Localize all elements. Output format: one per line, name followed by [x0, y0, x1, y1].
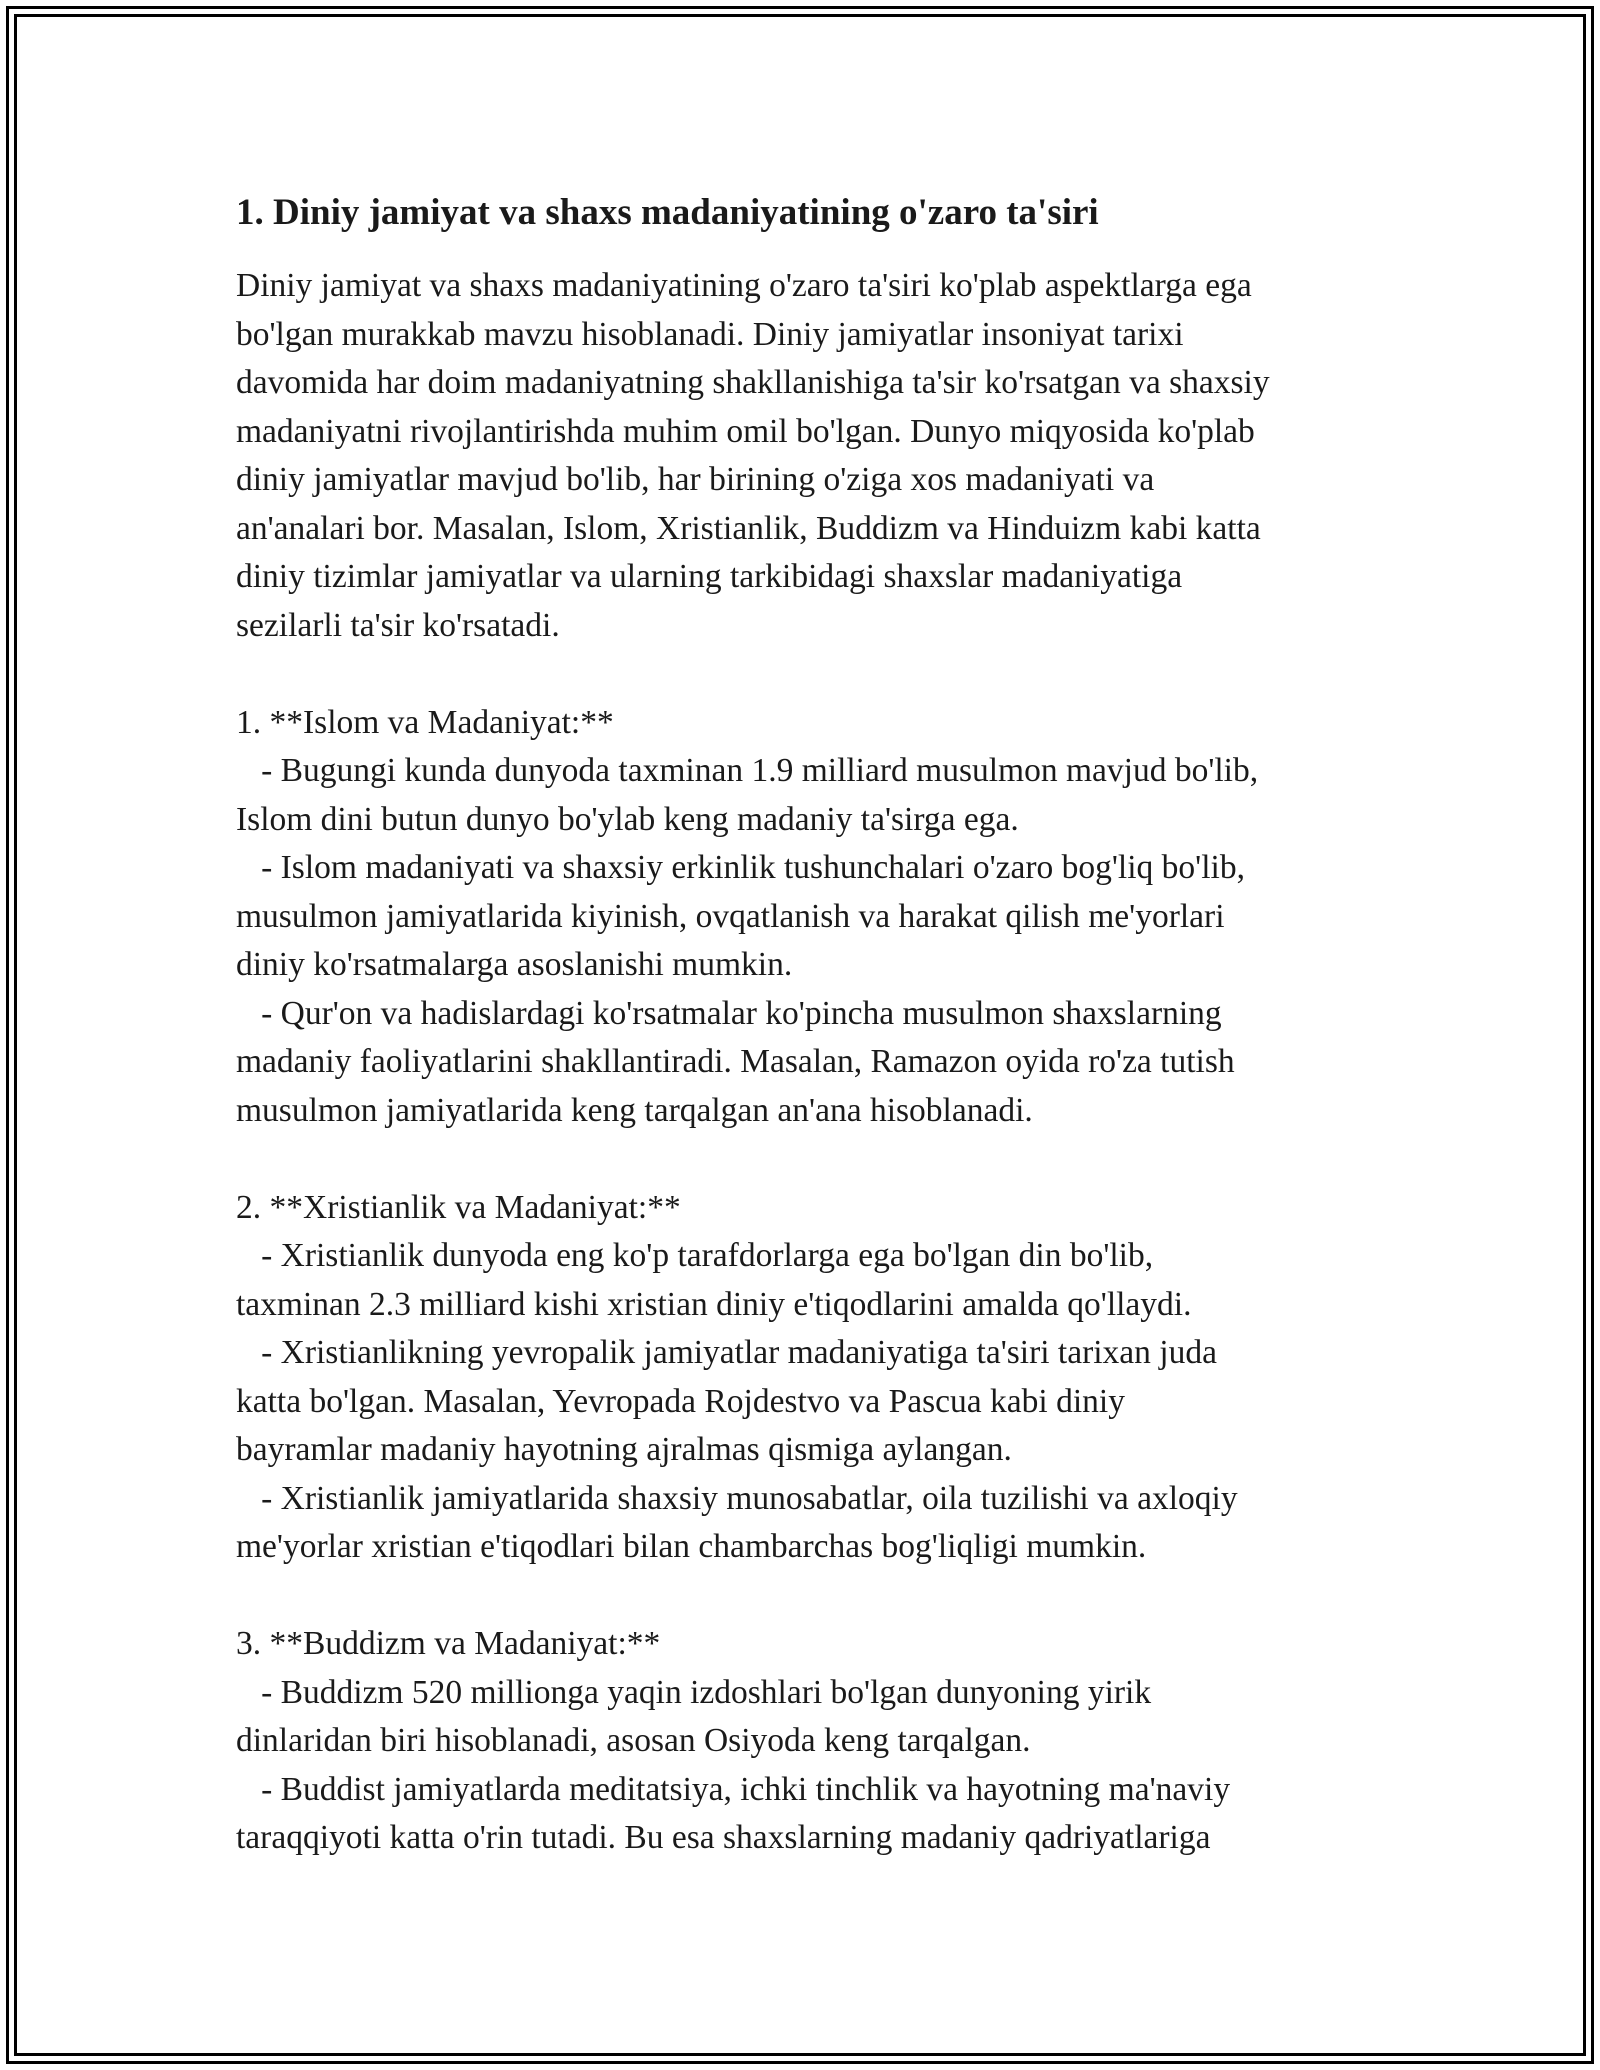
intro-line: davomida har doim madaniyatning shakllanishiga ta'sir ko'rsatgan va shaxsiy — [236, 364, 1270, 401]
document-title: 1. Diniy jamiyat va shaxs madaniyatining o'zaro ta'siri — [236, 192, 1099, 233]
intro-line: bo'lgan murakkab mavzu hisoblanadi. Diniy jamiyatlar insoniyat tarixi — [236, 315, 1184, 353]
section-heading: 3. **Buddizm va Madaniyat:** — [236, 1625, 661, 1662]
section-line: - Bugungi kunda dunyoda taxminan 1.9 milliard musulmon mavjud bo'lib, — [236, 752, 1259, 789]
section-islom — [236, 699, 1436, 1136]
section-line: taxminan 2.3 milliard kishi xristian diniy e'tiqodlarini amalda qo'llaydi. — [236, 1285, 1192, 1323]
section-line: - Xristianlik dunyoda eng ko'p tarafdorlarga ega bo'lgan din bo'lib, — [236, 1237, 1154, 1274]
section-line: diniy ko'rsatmalarga asoslanishi mumkin. — [236, 946, 793, 983]
section-line: taraqqiyoti katta o'rin tutadi. Bu esa shaxslarning madaniy qadriyatlariga — [236, 1819, 1211, 1856]
section-line: madaniy faoliyatlarini shakllantiradi. Masalan, Ramazon oyida ro'za tutish — [236, 1043, 1235, 1080]
intro-line: an'analari bor. Masalan, Islom, Xristianlik, Buddizm va Hinduizm kabi katta — [236, 509, 1261, 547]
section-line: - Islom madaniyati va shaxsiy erkinlik tushunchalari o'zaro bog'liq bo'lib, — [236, 849, 1245, 886]
section-line: - Buddist jamiyatlarda meditatsiya, ichki tinchlik va hayotning ma'naviy — [236, 1770, 1231, 1808]
intro-line: Diniy jamiyat va shaxs madaniyatining o'zaro ta'siri ko'plab aspektlarga ega — [236, 267, 1252, 304]
blank-line — [236, 1572, 1436, 1621]
section-line: musulmon jamiyatlarida kiyinish, ovqatlanish va harakat qilish me'yorlari — [236, 897, 1225, 935]
section-line: me'yorlar xristian e'tiqodlari bilan chambarchas bog'liqligi mumkin. — [236, 1528, 1147, 1565]
section-line: musulmon jamiyatlarida keng tarqalgan an'ana hisoblanadi. — [236, 1091, 1033, 1129]
intro-line: sezilarli ta'sir ko'rsatadi. — [236, 606, 560, 644]
blank-line — [236, 650, 1436, 699]
intro-line: diniy jamiyatlar mavjud bo'lib, har birining o'ziga xos madaniyati va — [236, 461, 1155, 498]
section-line: - Qur'on va hadislardagi ko'rsatmalar ko'pincha musulmon shaxslarning — [236, 994, 1222, 1032]
section-heading: 1. **Islom va Madaniyat:** — [236, 703, 614, 741]
section-buddizm — [236, 1620, 1436, 1863]
document-body — [236, 188, 1436, 1863]
blank-line — [236, 1135, 1436, 1184]
section-line: - Xristianlik jamiyatlarida shaxsiy munosabatlar, oila tuzilishi va axloqiy — [236, 1479, 1238, 1517]
intro-line: diniy tizimlar jamiyatlar va ularning tarkibidagi shaxslar madaniyatiga — [236, 558, 1183, 595]
section-line: bayramlar madaniy hayotning ajralmas qismiga aylangan. — [236, 1431, 1012, 1468]
section-xristianlik — [236, 1184, 1436, 1572]
section-line: dinlaridan biri hisoblanadi, asosan Osiyoda keng tarqalgan. — [236, 1722, 1031, 1759]
section-line: - Buddizm 520 millionga yaqin izdoshlari bo'lgan dunyoning yirik — [236, 1673, 1152, 1711]
intro-paragraph — [236, 262, 1436, 650]
section-heading: 2. **Xristianlik va Madaniyat:** — [236, 1188, 681, 1226]
section-line: katta bo'lgan. Masalan, Yevropada Rojdestvo va Pascua kabi diniy — [236, 1382, 1125, 1420]
section-line: - Xristianlikning yevropalik jamiyatlar madaniyatiga ta'siri tarixan juda — [236, 1334, 1217, 1371]
section-line: Islom dini butun dunyo bo'ylab keng madaniy ta'sirga ega. — [236, 800, 1019, 838]
intro-line: madaniyatni rivojlantirishda muhim omil bo'lgan. Dunyo miqyosida ko'plab — [236, 412, 1255, 450]
